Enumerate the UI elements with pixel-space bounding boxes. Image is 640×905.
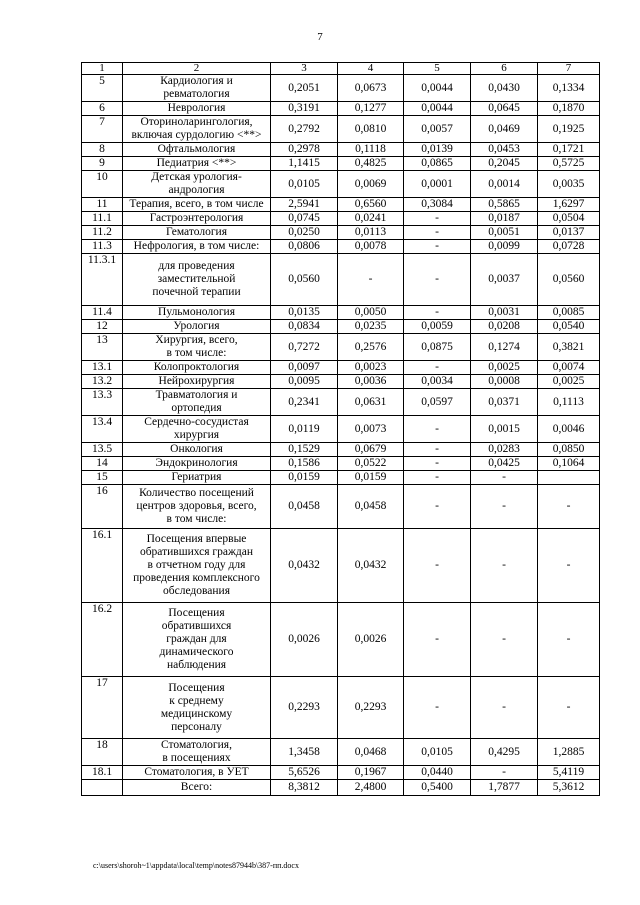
value-cell: 2,5941 (271, 198, 338, 212)
value-cell: - (404, 485, 471, 529)
value-cell: 0,0025 (538, 375, 600, 389)
value-cell: 0,0057 (404, 116, 471, 143)
value-cell: - (404, 306, 471, 320)
table-header-row (82, 63, 600, 75)
value-cell: 0,0453 (471, 143, 538, 157)
row-name-cell: Травматология и ортопедия (123, 389, 271, 416)
table-row (82, 677, 600, 739)
row-name-cell: Гериатрия (123, 471, 271, 485)
value-cell: - (404, 226, 471, 240)
value-cell: 0,0139 (404, 143, 471, 157)
value-cell: 0,0105 (404, 739, 471, 766)
value-cell: 0,0097 (271, 361, 338, 375)
value-cell: - (404, 457, 471, 471)
row-name-cell: Посещения обратившихся граждан для динамического наблюдения (123, 603, 271, 677)
row-number-cell: 5 (82, 75, 123, 102)
value-cell: 0,1274 (471, 334, 538, 361)
value-cell: 1,2885 (538, 739, 600, 766)
row-number-cell: 15 (82, 471, 123, 485)
row-name-cell: Посещения впервые обратившихся граждан в отчетном году для проведения комплексного обследования (123, 529, 271, 603)
value-cell: 0,0875 (404, 334, 471, 361)
value-cell: 0,0469 (471, 116, 538, 143)
table-row (82, 75, 600, 102)
table-row (82, 471, 600, 485)
value-cell: 0,0235 (338, 320, 404, 334)
row-number-cell: 18 (82, 739, 123, 766)
data-table (81, 62, 600, 796)
value-cell: 0,0865 (404, 157, 471, 171)
row-number-cell: 11.1 (82, 212, 123, 226)
table-row (82, 198, 600, 212)
value-cell: 0,4295 (471, 739, 538, 766)
value-cell: 0,0458 (271, 485, 338, 529)
value-cell: - (471, 485, 538, 529)
value-cell: 0,0135 (271, 306, 338, 320)
row-number-cell: 11.2 (82, 226, 123, 240)
value-cell: 0,6560 (338, 198, 404, 212)
value-cell: 0,0425 (471, 457, 538, 471)
row-number-cell: 8 (82, 143, 123, 157)
row-number-cell: 11 (82, 198, 123, 212)
value-cell: 0,0834 (271, 320, 338, 334)
value-cell: 0,0046 (538, 416, 600, 443)
row-number-cell: 9 (82, 157, 123, 171)
row-number-cell: 13.5 (82, 443, 123, 457)
value-cell: 0,2293 (271, 677, 338, 739)
header-cell: 5 (404, 63, 471, 75)
value-cell: 0,0187 (471, 212, 538, 226)
row-number-cell: 13.3 (82, 389, 123, 416)
table-row (82, 157, 600, 171)
row-number-cell: 17 (82, 677, 123, 739)
value-cell: 0,0026 (338, 603, 404, 677)
value-cell: 0,0560 (538, 254, 600, 306)
value-cell: 0,3191 (271, 102, 338, 116)
table-row (82, 443, 600, 457)
value-cell: 0,0034 (404, 375, 471, 389)
table-row (82, 603, 600, 677)
value-cell: 0,0504 (538, 212, 600, 226)
header-cell: 6 (471, 63, 538, 75)
value-cell: - (471, 471, 538, 485)
value-cell: 0,2792 (271, 116, 338, 143)
value-cell: 0,0645 (471, 102, 538, 116)
value-cell: 0,0035 (538, 171, 600, 198)
value-cell: - (404, 416, 471, 443)
value-cell: - (404, 212, 471, 226)
value-cell: 0,0031 (471, 306, 538, 320)
value-cell: 0,0522 (338, 457, 404, 471)
value-cell: 0,0015 (471, 416, 538, 443)
value-cell: 0,0432 (271, 529, 338, 603)
value-cell: 0,0105 (271, 171, 338, 198)
value-cell: 0,0631 (338, 389, 404, 416)
value-cell: 0,2293 (338, 677, 404, 739)
row-name-cell: Урология (123, 320, 271, 334)
value-cell: 0,0050 (338, 306, 404, 320)
value-cell: 0,1586 (271, 457, 338, 471)
table-row (82, 457, 600, 471)
table-row (82, 171, 600, 198)
table-row (82, 416, 600, 443)
value-cell: 0,0810 (338, 116, 404, 143)
row-name-cell: Колопроктология (123, 361, 271, 375)
row-number-cell: 12 (82, 320, 123, 334)
value-cell: 0,0025 (471, 361, 538, 375)
row-name-cell: Эндокринология (123, 457, 271, 471)
row-number-cell: 13.1 (82, 361, 123, 375)
row-number-cell: 13.4 (82, 416, 123, 443)
row-number-cell: 7 (82, 116, 123, 143)
table-row (82, 375, 600, 389)
value-cell: 1,7877 (471, 780, 538, 796)
value-cell: 0,0137 (538, 226, 600, 240)
value-cell: - (404, 443, 471, 457)
table-row (82, 320, 600, 334)
value-cell: 5,6526 (271, 766, 338, 780)
value-cell: 0,2576 (338, 334, 404, 361)
table-row (82, 306, 600, 320)
value-cell: 0,0806 (271, 240, 338, 254)
table-row (82, 143, 600, 157)
value-cell: 0,0560 (271, 254, 338, 306)
table-row (82, 116, 600, 143)
row-name-cell: Стоматология, в посещениях (123, 739, 271, 766)
value-cell: 0,0113 (338, 226, 404, 240)
row-number-cell: 11.4 (82, 306, 123, 320)
header-cell: 1 (82, 63, 123, 75)
row-name-cell: Педиатрия <**> (123, 157, 271, 171)
value-cell: 0,0099 (471, 240, 538, 254)
value-cell: - (471, 766, 538, 780)
row-name-cell: Пульмонология (123, 306, 271, 320)
value-cell: 0,0440 (404, 766, 471, 780)
row-name-cell: Нефрология, в том числе: (123, 240, 271, 254)
table-row (82, 739, 600, 766)
value-cell: 0,0037 (471, 254, 538, 306)
value-cell: 0,2978 (271, 143, 338, 157)
value-cell: 1,6297 (538, 198, 600, 212)
table-row (82, 766, 600, 780)
value-cell: 0,2341 (271, 389, 338, 416)
value-cell: 0,1925 (538, 116, 600, 143)
value-cell: 0,1113 (538, 389, 600, 416)
row-number-cell: 6 (82, 102, 123, 116)
table-row (82, 212, 600, 226)
value-cell: 5,3612 (538, 780, 600, 796)
value-cell: 0,5865 (471, 198, 538, 212)
row-name-cell: Нейрохирургия (123, 375, 271, 389)
table-row (82, 780, 600, 796)
row-number-cell: 18.1 (82, 766, 123, 780)
value-cell: 0,0051 (471, 226, 538, 240)
value-cell: 0,0119 (271, 416, 338, 443)
value-cell: 0,0159 (338, 471, 404, 485)
value-cell: 0,0074 (538, 361, 600, 375)
value-cell: 5,4119 (538, 766, 600, 780)
row-name-cell: Онкология (123, 443, 271, 457)
value-cell: 0,0250 (271, 226, 338, 240)
row-number-cell: 13 (82, 334, 123, 361)
table-row (82, 226, 600, 240)
value-cell: 0,0069 (338, 171, 404, 198)
value-cell: 0,0023 (338, 361, 404, 375)
row-name-cell: Кардиология и ревматология (123, 75, 271, 102)
value-cell: 0,3821 (538, 334, 600, 361)
value-cell: 0,0468 (338, 739, 404, 766)
value-cell: 0,1721 (538, 143, 600, 157)
row-number-cell: 16 (82, 485, 123, 529)
value-cell: - (471, 603, 538, 677)
value-cell: 0,0044 (404, 102, 471, 116)
row-name-cell: Хирургия, всего, в том числе: (123, 334, 271, 361)
value-cell: 0,0159 (271, 471, 338, 485)
value-cell: - (404, 361, 471, 375)
header-cell: 4 (338, 63, 404, 75)
value-cell: 1,1415 (271, 157, 338, 171)
value-cell: 0,0283 (471, 443, 538, 457)
table-row (82, 485, 600, 529)
header-cell: 7 (538, 63, 600, 75)
table-row (82, 529, 600, 603)
row-name-cell: Оториноларингология, включая сурдологию <**> (123, 116, 271, 143)
row-number-cell: 11.3 (82, 240, 123, 254)
value-cell: 0,1118 (338, 143, 404, 157)
value-cell: 2,4800 (338, 780, 404, 796)
value-cell: 0,3084 (404, 198, 471, 212)
row-name-cell: Стоматология, в УЕТ (123, 766, 271, 780)
value-cell: 0,0078 (338, 240, 404, 254)
value-cell: 0,1870 (538, 102, 600, 116)
table-row (82, 361, 600, 375)
value-cell: 0,0597 (404, 389, 471, 416)
value-cell: - (404, 529, 471, 603)
table-row (82, 254, 600, 306)
header-cell: 2 (123, 63, 271, 75)
value-cell: 0,1064 (538, 457, 600, 471)
value-cell: - (404, 677, 471, 739)
value-cell: - (538, 529, 600, 603)
value-cell: - (471, 529, 538, 603)
value-cell: 0,1967 (338, 766, 404, 780)
value-cell: 0,0044 (404, 75, 471, 102)
header-cell: 3 (271, 63, 338, 75)
row-name-cell: Гематология (123, 226, 271, 240)
value-cell: 0,0430 (471, 75, 538, 102)
table-row (82, 240, 600, 254)
value-cell: - (404, 240, 471, 254)
value-cell: 0,0371 (471, 389, 538, 416)
value-cell: 0,0085 (538, 306, 600, 320)
row-number-cell: 10 (82, 171, 123, 198)
table-row (82, 102, 600, 116)
value-cell (538, 471, 600, 485)
value-cell: 0,7272 (271, 334, 338, 361)
value-cell: 0,1334 (538, 75, 600, 102)
page-number: 7 (317, 31, 323, 43)
value-cell: 0,0001 (404, 171, 471, 198)
value-cell: 1,3458 (271, 739, 338, 766)
value-cell: 8,3812 (271, 780, 338, 796)
row-name-cell: Посещения к среднему медицинскому персоналу (123, 677, 271, 739)
value-cell: - (471, 677, 538, 739)
value-cell: 0,0241 (338, 212, 404, 226)
row-number-cell: 16.1 (82, 529, 123, 603)
value-cell: 0,5725 (538, 157, 600, 171)
value-cell: 0,5400 (404, 780, 471, 796)
value-cell: 0,0014 (471, 171, 538, 198)
value-cell: 0,2051 (271, 75, 338, 102)
row-name-cell: для проведения заместительной почечной терапии (123, 254, 271, 306)
row-name-cell: Гастроэнтерология (123, 212, 271, 226)
value-cell: - (338, 254, 404, 306)
value-cell: 0,0208 (471, 320, 538, 334)
value-cell: - (538, 677, 600, 739)
value-cell: 0,0095 (271, 375, 338, 389)
row-number-cell: 14 (82, 457, 123, 471)
row-name-cell: Офтальмология (123, 143, 271, 157)
row-number-cell: 13.2 (82, 375, 123, 389)
value-cell: 0,0850 (538, 443, 600, 457)
value-cell: 0,1277 (338, 102, 404, 116)
value-cell: 0,0679 (338, 443, 404, 457)
row-name-cell: Всего: (123, 780, 271, 796)
value-cell: 0,2045 (471, 157, 538, 171)
row-number-cell: 16.2 (82, 603, 123, 677)
value-cell: 0,0728 (538, 240, 600, 254)
value-cell: 0,0540 (538, 320, 600, 334)
value-cell: 0,0026 (271, 603, 338, 677)
value-cell: - (538, 485, 600, 529)
value-cell: 0,0458 (338, 485, 404, 529)
value-cell: 0,0008 (471, 375, 538, 389)
row-name-cell: Терапия, всего, в том числе (123, 198, 271, 212)
value-cell: 0,0673 (338, 75, 404, 102)
row-name-cell: Количество посещений центров здоровья, всего, в том числе: (123, 485, 271, 529)
table-row (82, 334, 600, 361)
value-cell: - (404, 603, 471, 677)
value-cell: 0,4825 (338, 157, 404, 171)
value-cell: - (404, 471, 471, 485)
value-cell: 0,0745 (271, 212, 338, 226)
row-name-cell: Детская урология- андрология (123, 171, 271, 198)
row-name-cell: Неврология (123, 102, 271, 116)
file-path-footer: c:\users\shoroh~1\appdata\local\temp\notes87944b\387-пп.docx (93, 861, 299, 870)
value-cell: - (404, 254, 471, 306)
row-number-cell (82, 780, 123, 796)
value-cell: 0,1529 (271, 443, 338, 457)
value-cell: 0,0432 (338, 529, 404, 603)
value-cell: 0,0073 (338, 416, 404, 443)
value-cell: - (538, 603, 600, 677)
value-cell: 0,0059 (404, 320, 471, 334)
value-cell: 0,0036 (338, 375, 404, 389)
table-row (82, 389, 600, 416)
row-name-cell: Сердечно-сосудистая хирургия (123, 416, 271, 443)
row-number-cell: 11.3.1 (82, 254, 123, 306)
